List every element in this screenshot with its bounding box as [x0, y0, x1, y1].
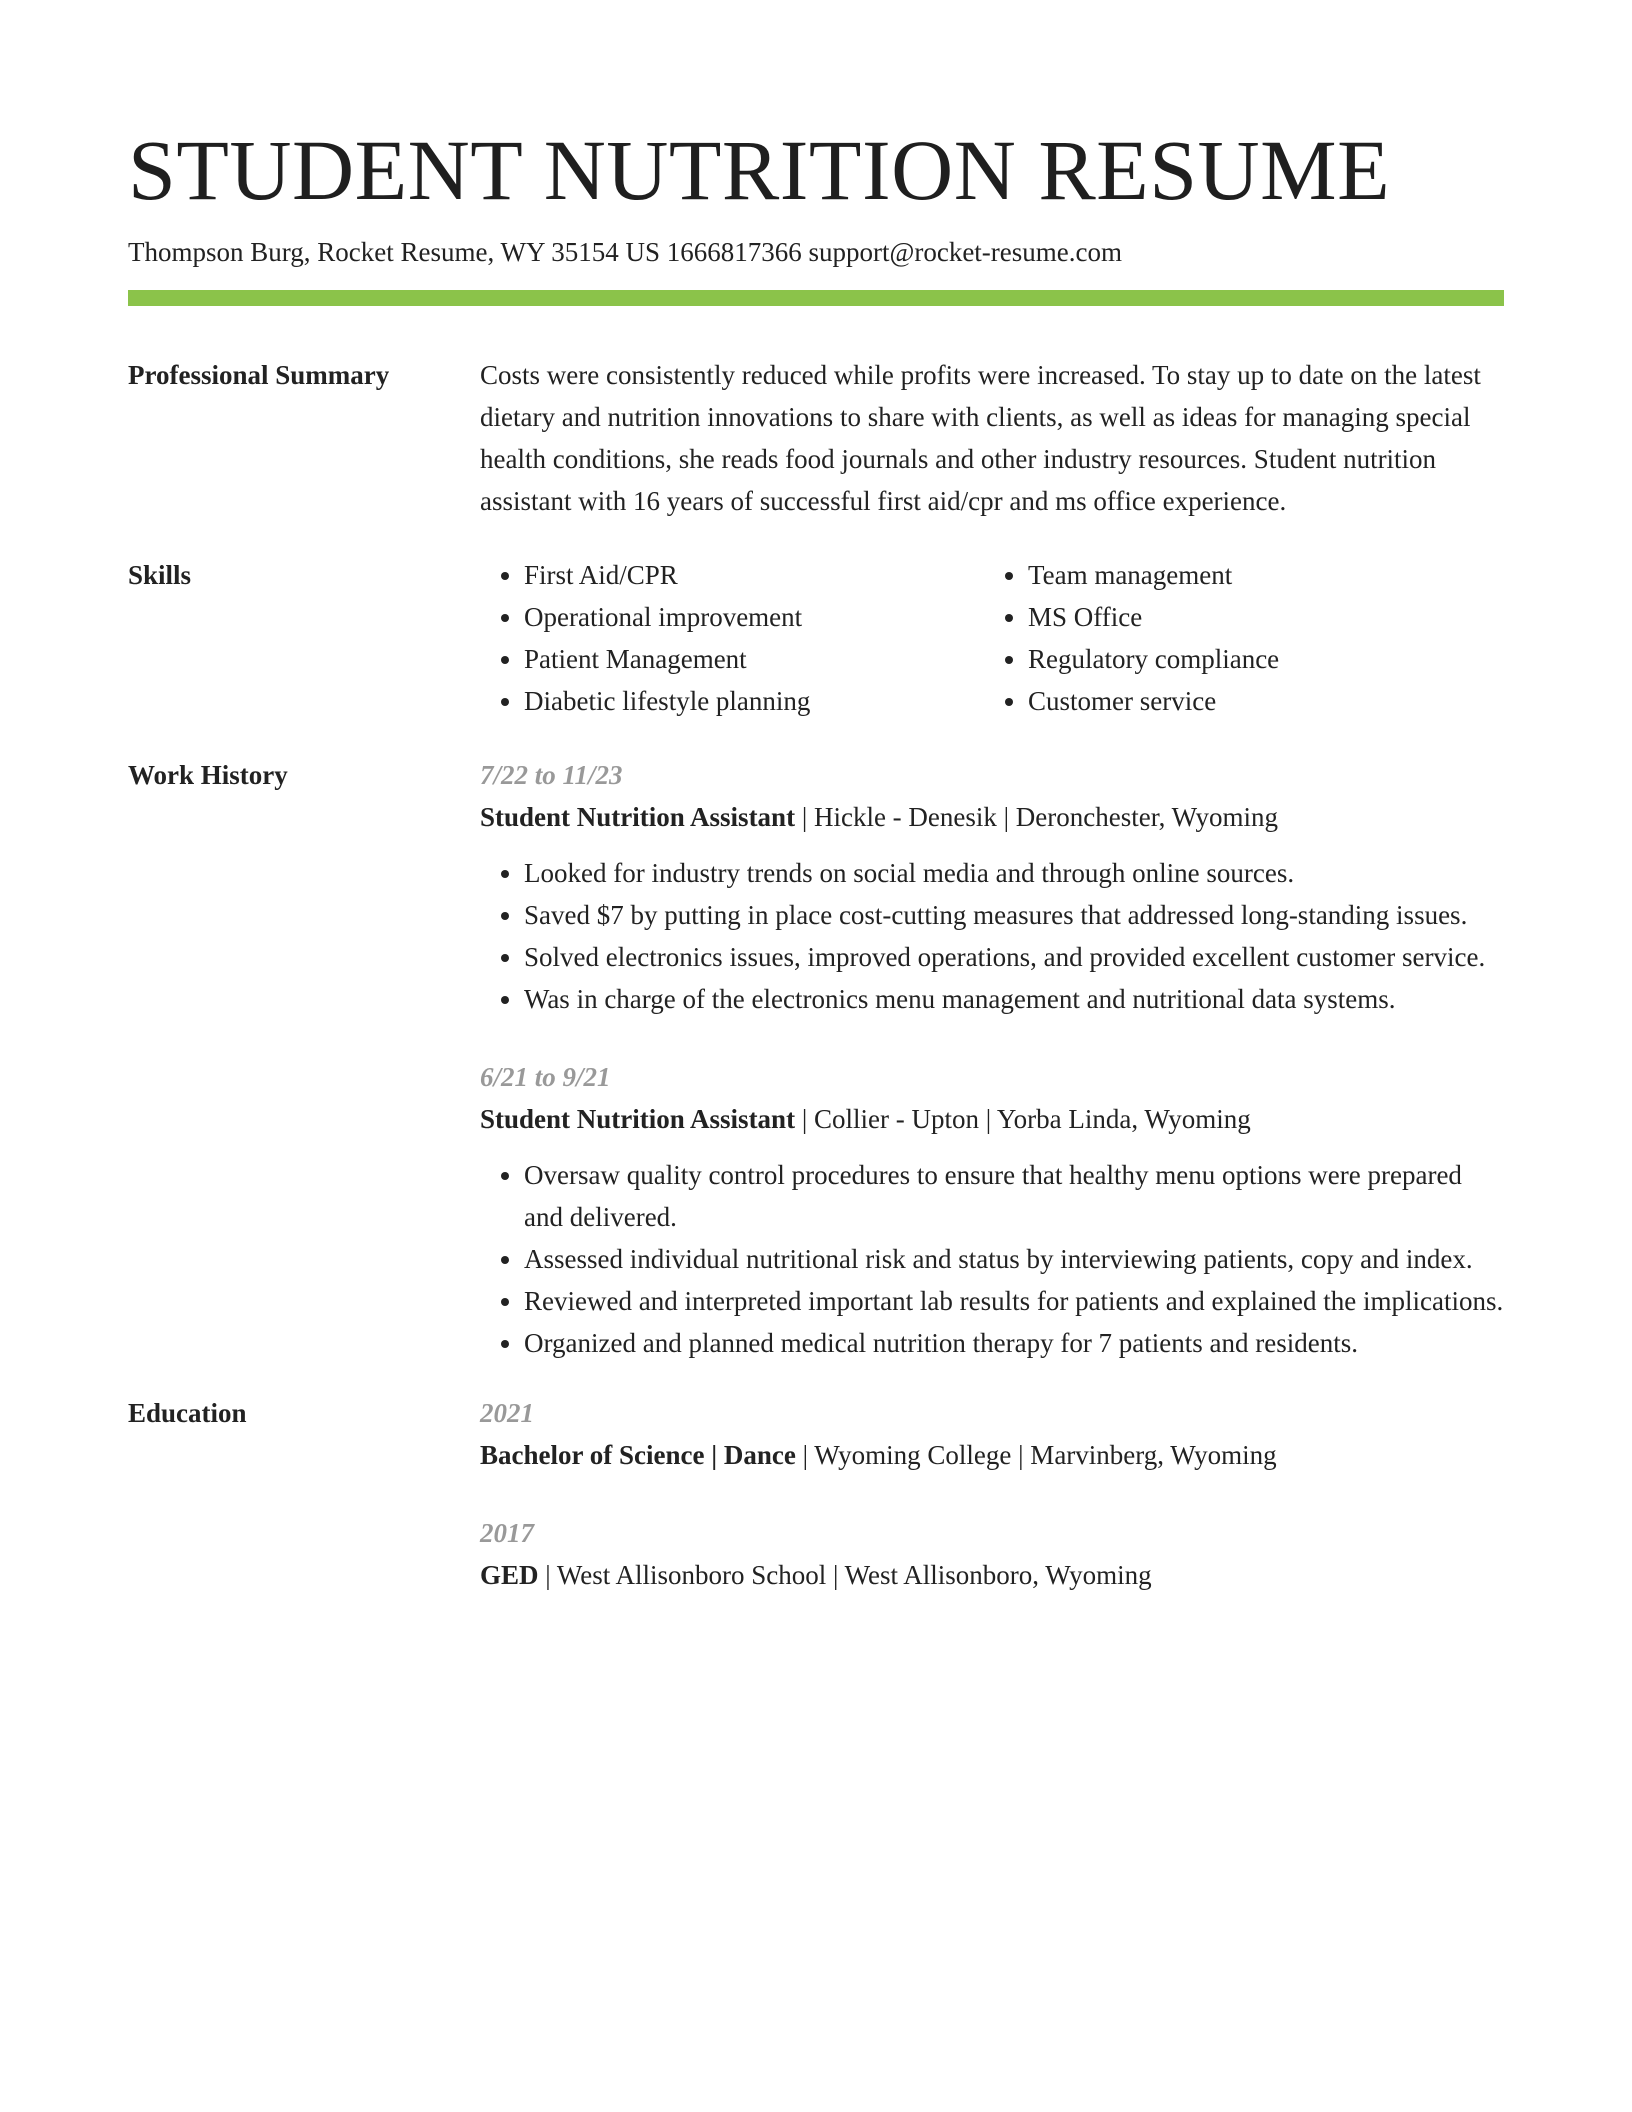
skill-item: • Customer service	[1028, 680, 1504, 722]
skill-item: • Diabetic lifestyle planning	[524, 680, 984, 722]
job-bullet: • Looked for industry trends on social media and through online sources.	[524, 852, 1504, 894]
education-degree: GED	[480, 1560, 539, 1590]
job-title: Student Nutrition Assistant	[480, 1104, 796, 1134]
summary-text: Costs were consistently reduced while profits were increased. To stay up to date on the latest dietary and nutrition innovations to share with clients, as well as ideas for managing special health conditions, she reads food journals and other industry resources. Student nutrition assistant with 16 years of successful first aid/cpr and ms office experience.	[480, 360, 1481, 516]
job-bullet: • Organized and planned medical nutrition therapy for 7 patients and residents.	[524, 1322, 1504, 1364]
skills-column-2	[984, 554, 1504, 722]
job-details: | Collier - Upton | Yorba Linda, Wyoming	[795, 1104, 1251, 1134]
resume-page	[128, 118, 1504, 1596]
contact-line	[128, 234, 1504, 270]
education-details: | West Allisonboro School | West Allisonboro, Wyoming	[538, 1560, 1152, 1590]
job-heading	[480, 1098, 1504, 1140]
job-bullets	[480, 852, 1504, 1020]
skill-item: • Patient Management	[524, 638, 984, 680]
education-year: 2021	[480, 1398, 534, 1428]
summary-section	[128, 354, 1504, 522]
education-label: Education	[128, 1398, 247, 1428]
contact-address: Thompson Burg, Rocket Resume, WY 35154 US	[128, 237, 660, 267]
resume-title: STUDENT NUTRITION RESUME	[128, 122, 1391, 218]
education-body	[480, 1392, 1504, 1596]
work-history-body	[480, 754, 1504, 1364]
contact-phone: 1666817366	[666, 237, 802, 267]
job-dates: 6/21 to 9/21	[480, 1062, 611, 1092]
contact-email: support@rocket-resume.com	[808, 237, 1123, 267]
skill-item: • Regulatory compliance	[1028, 638, 1504, 680]
skill-item: • MS Office	[1028, 596, 1504, 638]
skills-column-1	[480, 554, 984, 722]
skill-item: • Operational improvement	[524, 596, 984, 638]
education-details: | Wyoming College | Marvinberg, Wyoming	[795, 1440, 1277, 1470]
education-year: 2017	[480, 1518, 534, 1548]
skill-item: • First Aid/CPR	[524, 554, 984, 596]
education-entry	[480, 1512, 1504, 1596]
summary-label: Professional Summary	[128, 360, 390, 390]
education-degree: Bachelor of Science | Dance	[480, 1440, 796, 1470]
education-heading	[480, 1434, 1504, 1476]
job-details: | Hickle - Denesik | Deronchester, Wyoming	[795, 802, 1279, 832]
job-title: Student Nutrition Assistant	[480, 802, 796, 832]
education-entry	[480, 1392, 1504, 1476]
work-history-section	[128, 754, 1504, 1364]
skill-item: • Team management	[1028, 554, 1504, 596]
skills-label: Skills	[128, 560, 192, 590]
job-bullets	[480, 1154, 1504, 1364]
job-bullet: • Reviewed and interpreted important lab results for patients and explained the implications.	[524, 1280, 1504, 1322]
header-divider	[128, 290, 1504, 306]
work-history-label: Work History	[128, 760, 288, 790]
job-bullet: • Assessed individual nutritional risk and status by interviewing patients, copy and index.	[524, 1238, 1504, 1280]
job-dates: 7/22 to 11/23	[480, 760, 623, 790]
skills-body	[480, 554, 1504, 722]
job-entry	[480, 754, 1504, 1020]
job-entry	[480, 1056, 1504, 1364]
education-heading	[480, 1554, 1504, 1596]
job-bullet: • Solved electronics issues, improved operations, and provided excellent customer service.	[524, 936, 1504, 978]
job-bullet: • Saved $7 by putting in place cost-cutting measures that addressed long-standing issues.	[524, 894, 1504, 936]
skills-section	[128, 554, 1504, 722]
job-bullet: • Was in charge of the electronics menu management and nutritional data systems.	[524, 978, 1504, 1020]
job-heading	[480, 796, 1504, 838]
education-section	[128, 1392, 1504, 1596]
job-bullet: • Oversaw quality control procedures to ensure that healthy menu options were prepared and delivered.	[524, 1154, 1504, 1238]
